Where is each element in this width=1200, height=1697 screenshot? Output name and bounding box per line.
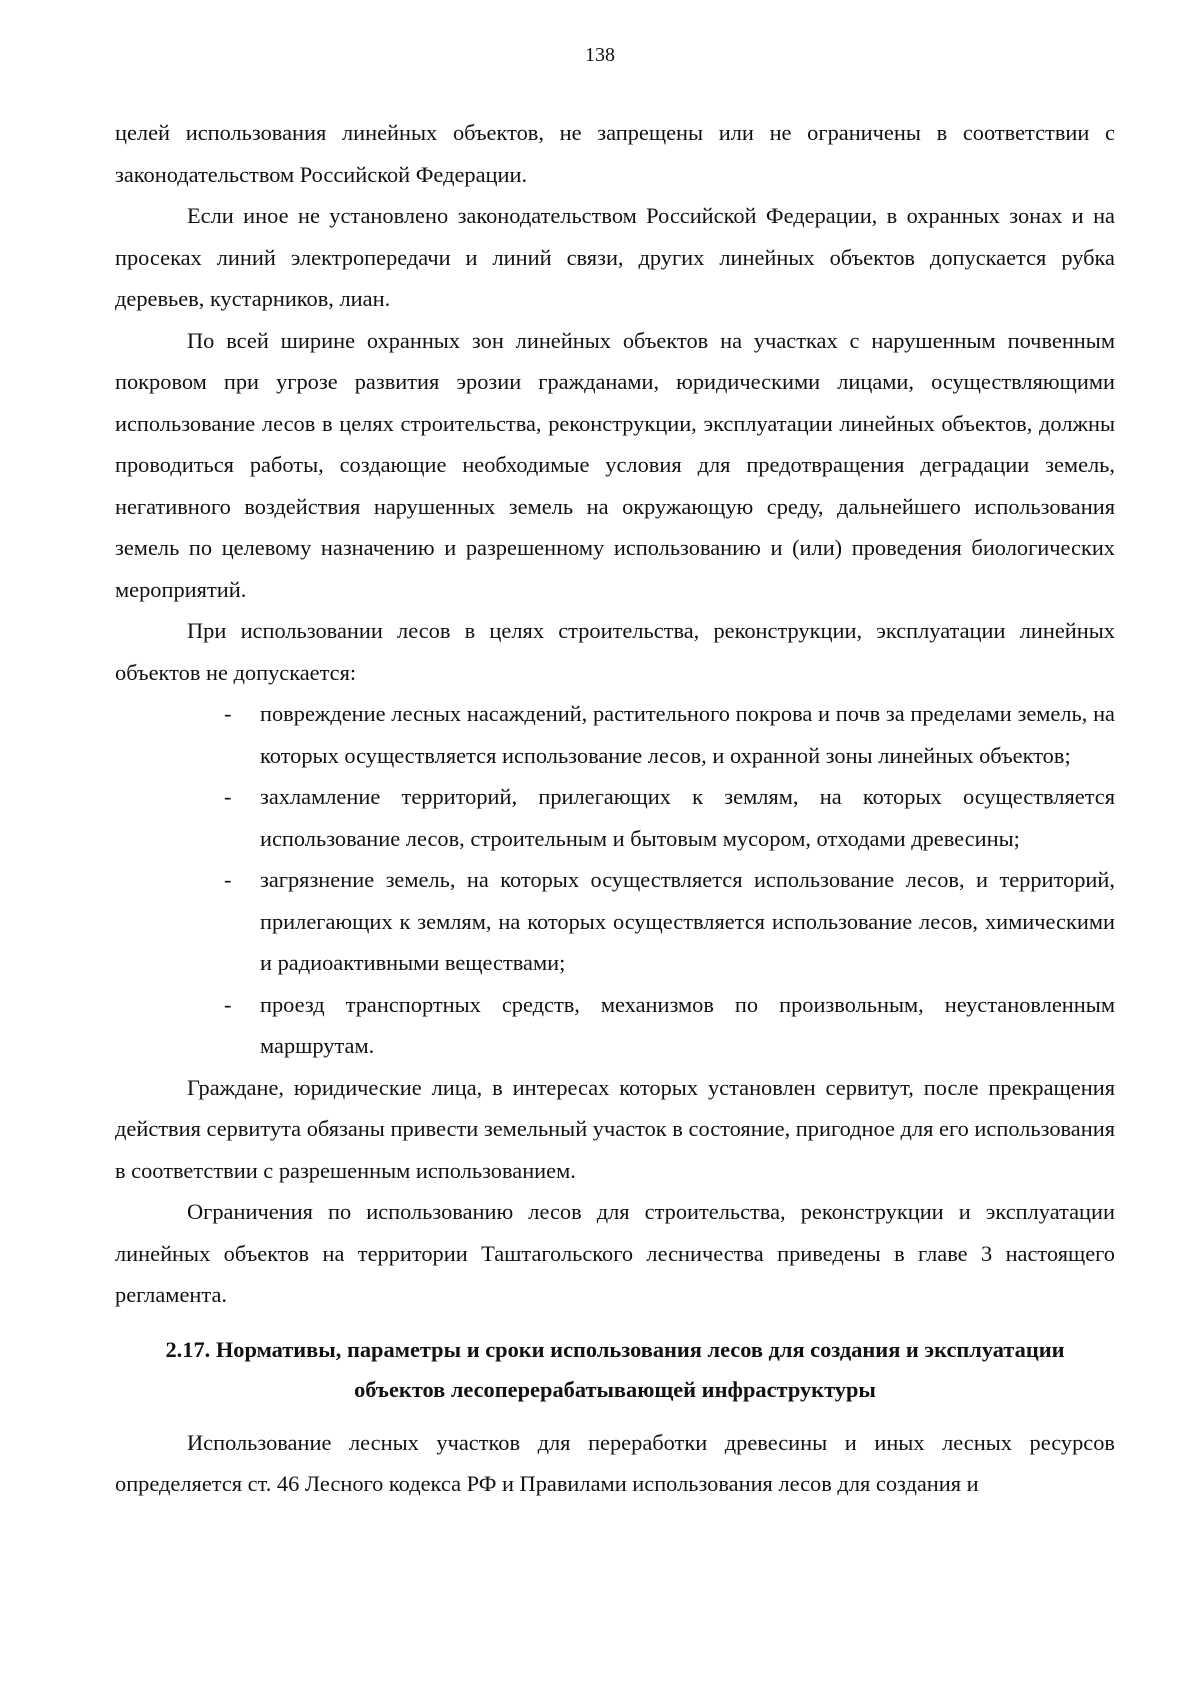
section-heading-line-2: объектов лесоперерабатывающей инфраструктуры [354, 1376, 876, 1402]
paragraph-erosion-works: По всей ширине охранных зон линейных объектов на участках с нарушенным почвенным покровом при угрозе развития эрозии гражданами, юридическими лицами, осуществляющими использование лесов в целях строительства, реконструкции, эксплуатации линейных объектов, должны проводиться работы, создающие необходимые условия для предотвращения деградации земель, негативного воздействия нарушенных земель на окружающую среду, дальнейшего использования земель по целевому назначению и разрешенному использованию и (или) проведения биологических мероприятий. [115, 327, 1115, 602]
list-item-text: захламление территорий, прилегающих к землям, на которых осуществляется использование лесов, строительным и бытовым мусором, отходами древесины; [260, 784, 1115, 851]
list-item [224, 693, 1115, 776]
paragraph-not-allowed-intro: При использовании лесов в целях строительства, реконструкции, эксплуатации линейных объектов не допускается: [115, 618, 1115, 685]
list-item [224, 984, 1115, 1067]
list-item-text: повреждение лесных насаждений, растительного покрова и почв за пределами земель, на которых осуществляется использование лесов, и охранной зоны линейных объектов; [260, 701, 1115, 768]
paragraph-processing-sites: Использование лесных участков для переработки древесины и иных лесных ресурсов определяется ст. 46 Лесного кодекса РФ и Правилами использования лесов для создания и [115, 1429, 1115, 1496]
paragraph-felling-rules: Если иное не установлено законодательством Российской Федерации, в охранных зонах и на просеках линий электропередачи и линий связи, других линейных объектов допускается рубка деревьев, кустарников, лиан. [115, 203, 1115, 311]
dash-bullet-icon: - [224, 784, 232, 809]
section-heading-line-1: 2.17. Нормативы, параметры и сроки использования лесов для создания и эксплуатации [165, 1336, 1065, 1362]
prohibitions-list [115, 693, 1115, 1067]
dash-bullet-icon: - [224, 991, 232, 1017]
list-item [224, 859, 1115, 984]
paragraph-continuation: целей использования линейных объектов, не запрещены или не ограничены в соответствии с законодательством Российской Федерации. [115, 120, 1115, 187]
dash-bullet-icon: - [224, 701, 232, 726]
page-number: 138 [585, 44, 615, 66]
section-heading [115, 1330, 1115, 1410]
list-item-text: проезд транспортных средств, механизмов по произвольным, неустановленным маршрутам. [260, 991, 1115, 1058]
paragraph-restrictions-reference: Ограничения по использованию лесов для строительства, реконструкции и эксплуатации линейных объектов на территории Таштагольского лесничества приведены в главе 3 настоящего регламента. [115, 1199, 1115, 1307]
list-item-text: загрязнение земель, на которых осуществляется использование лесов, и территорий, прилегающих к землям, на которых осуществляется использование лесов, химическими и радиоактивными веществами; [260, 867, 1115, 975]
list-item [224, 776, 1115, 859]
paragraph-servitude: Граждане, юридические лица, в интересах которых установлен сервитут, после прекращения действия сервитута обязаны привести земельный участок в состояние, пригодное для его использования в соответствии с разрешенным использованием. [115, 1074, 1115, 1183]
dash-bullet-icon: - [224, 867, 232, 892]
page-content [115, 112, 1115, 1505]
